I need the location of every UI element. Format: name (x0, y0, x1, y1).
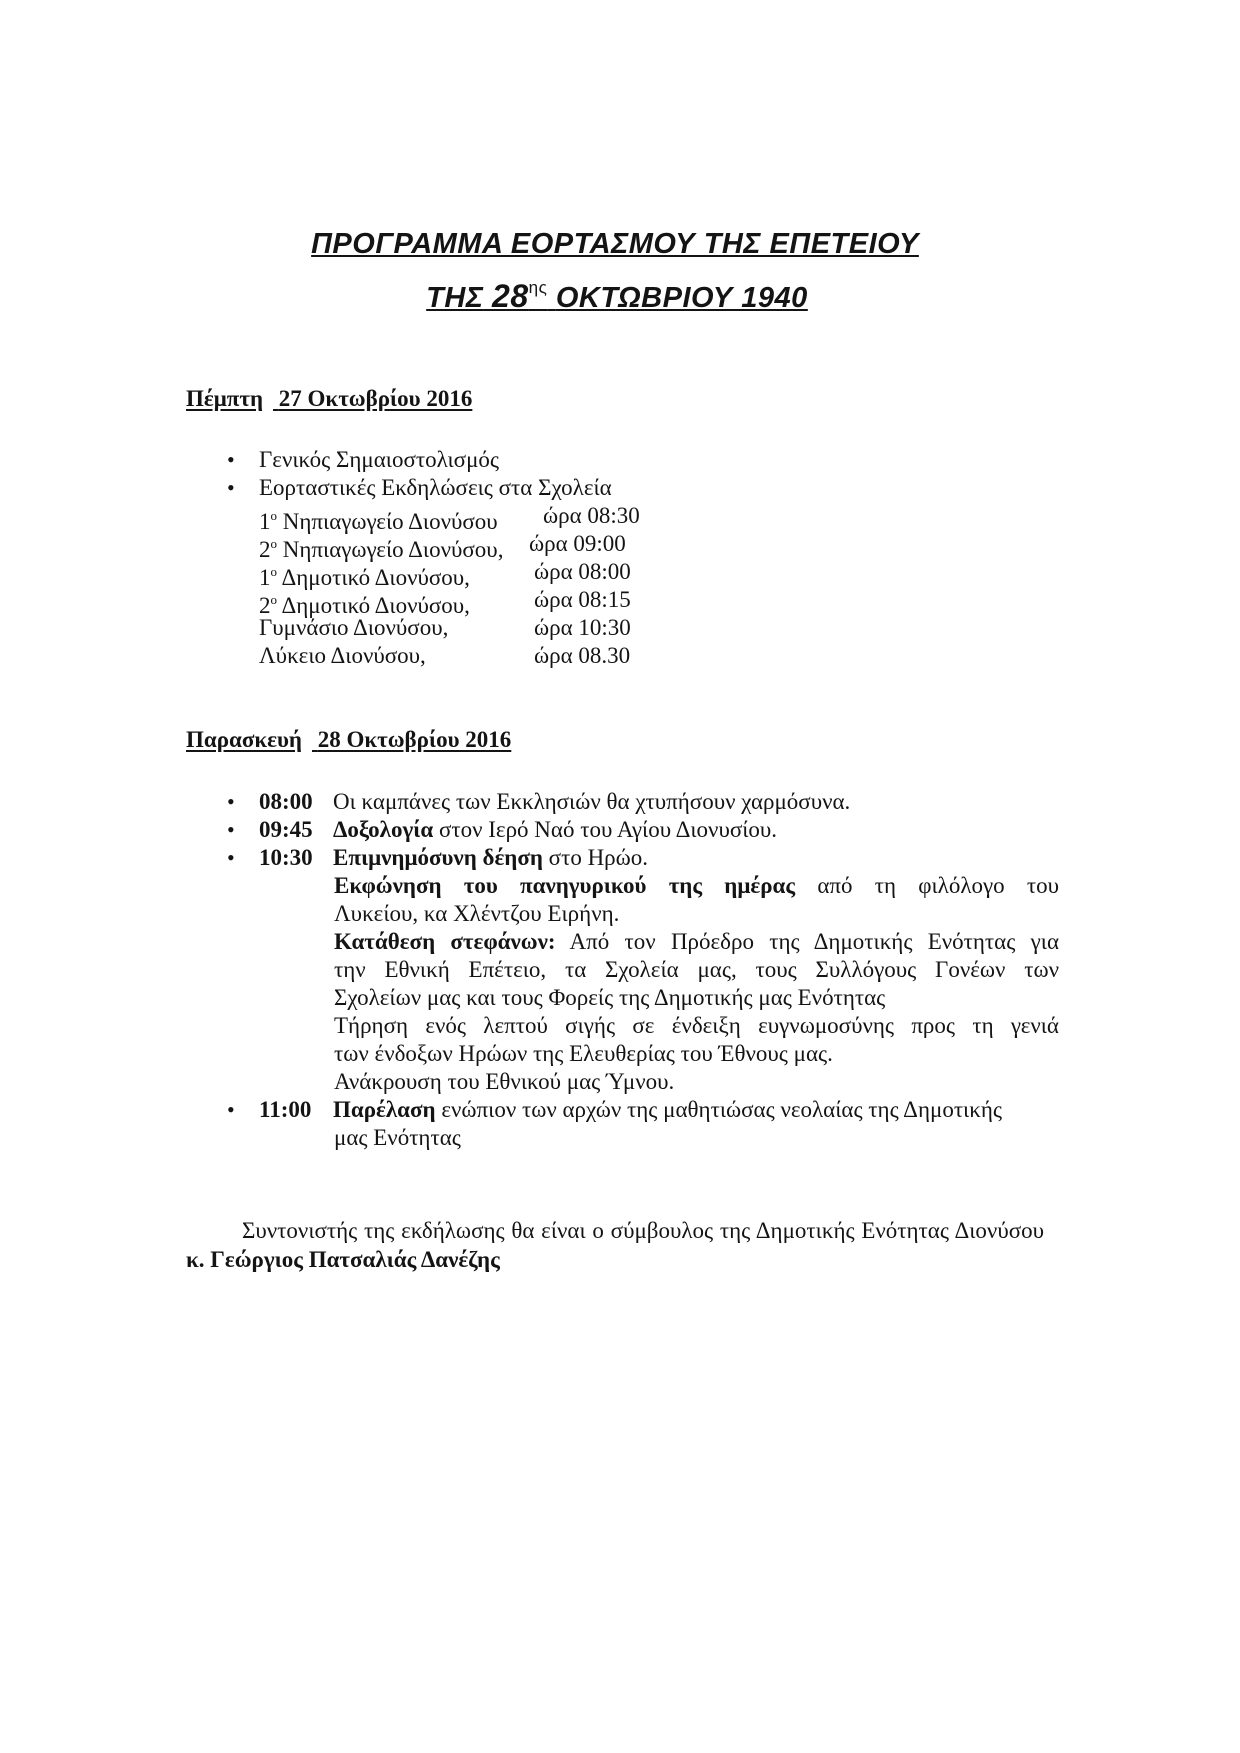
school-ordinal: ο (270, 508, 277, 523)
event-text: στο Ηρώο. (548, 845, 649, 870)
school-number: 2 (259, 537, 271, 562)
list-item (227, 446, 612, 474)
school-row (259, 642, 631, 670)
school-row (259, 586, 631, 618)
school-number: 1 (259, 565, 271, 590)
day1-item-flags: Γενικός Σημαιοστολισμός (259, 447, 500, 472)
bullet-icon: • (227, 447, 235, 472)
silence-line-1: Τήρηση ενός λεπτού σιγής σε ένδειξη ευγνωμοσύνης προς τη γενιά (334, 1013, 1059, 1038)
wreath-title: Κατάθεση στεφάνων: (334, 929, 556, 954)
day2-date: 28 Οκτωβρίου 2016 (317, 727, 512, 752)
school-number: 1 (259, 509, 271, 534)
event-time: 10:30 (259, 845, 313, 870)
wreath-line-3: Σχολείων μας και τους Φορείς της Δημοτικής μας Ενότητας (334, 985, 886, 1010)
school-name: Λύκειο Διονύσου, (259, 643, 426, 668)
event-title: Επιμνημόσυνη δέηση (333, 845, 543, 870)
wreath-text: Από τον Πρόεδρο της Δημοτικής Ενότητας για (569, 929, 1059, 954)
parade-line-2: μας Ενότητας (334, 1125, 461, 1150)
closing-text: Συντονιστής της εκδήλωσης θα είναι ο σύμβουλος της Δημοτικής Ενότητας Διονύσου (242, 1218, 1044, 1243)
school-ordinal: ο (270, 592, 277, 607)
school-ordinal: ο (270, 536, 277, 551)
title-line-2 (0, 266, 1240, 320)
speech-text: από τη φιλόλογο του (817, 873, 1059, 898)
school-name: Γυμνάσιο Διονύσου, (259, 615, 449, 640)
day2-weekday: Παρασκευή (186, 727, 302, 752)
document-title (0, 222, 1240, 320)
school-ordinal: ο (270, 564, 277, 579)
list-item (227, 788, 1059, 816)
coordinator-name: κ. Γεώργιος Πατσαλιάς Δανέζης (186, 1247, 500, 1272)
school-schedule (259, 502, 640, 670)
bullet-icon: • (227, 475, 235, 500)
bullet-icon: • (227, 789, 235, 814)
event-text: ενώπιον των αρχών της μαθητιώσας νεολαίας της Δημοτικής (441, 1097, 1002, 1122)
wreath-line-1 (334, 928, 1059, 956)
school-name: Δημοτικό Διονύσου, (281, 565, 470, 590)
school-time: ώρα 08:00 (534, 559, 631, 584)
school-time: ώρα 08.30 (534, 643, 631, 668)
list-item (227, 844, 1059, 1096)
day1-date: 27 Οκτωβρίου 2016 (278, 386, 473, 411)
event-time: 08:00 (259, 789, 313, 814)
day1-item-school-events: Εορταστικές Εκδηλώσεις στα Σχολεία (259, 475, 612, 500)
silence-line-2: των ένδοξων Ηρώων της Ελευθερίας του Έθνους μας. (334, 1041, 833, 1066)
speech-line-1 (334, 872, 1059, 900)
school-row (259, 502, 640, 534)
title-line-2-prefix: ΤΗΣ (426, 282, 484, 314)
day1-weekday: Πέμπτη (186, 386, 264, 411)
speech-title: Εκφώνηση του πανηγυρικού της ημέρας (334, 873, 796, 898)
closing-paragraph (186, 1216, 1044, 1274)
school-row (259, 558, 631, 590)
list-item (227, 474, 612, 502)
school-time: ώρα 08:15 (534, 587, 631, 612)
school-time: ώρα 08:30 (543, 503, 640, 528)
title-line-2-rest: ΟΚΤΩΒΡΙΟΥ 1940 (555, 282, 808, 314)
event-title: Παρέλαση (333, 1097, 436, 1122)
school-row (259, 530, 626, 562)
day1-list (227, 446, 640, 670)
school-name: Νηπιαγωγείο Διονύσου, (282, 537, 504, 562)
event-text: στον Ιερό Ναό του Αγίου Διονυσίου. (438, 817, 778, 842)
wreath-line-2: την Εθνική Επέτειο, τα Σχολεία μας, τους Συλλόγους Γονέων των (334, 957, 1059, 982)
title-ordinal-suffix: ης (528, 278, 548, 297)
school-time: ώρα 10:30 (534, 615, 631, 640)
school-row (259, 614, 631, 642)
school-name: Δημοτικό Διονύσου, (281, 593, 470, 618)
anthem-line: Ανάκρουση του Εθνικού μας Ύμνου. (334, 1069, 675, 1094)
title-line-1: ΠΡΟΓΡΑΜΜΑ ΕΟΡΤΑΣΜΟΥ ΤΗΣ ΕΠΕΤΕΙΟΥ (311, 228, 919, 260)
school-number: 2 (259, 593, 271, 618)
title-day-number: 28 (492, 278, 529, 314)
day2-list (227, 788, 1059, 1152)
event-text: Οι καμπάνες των Εκκλησιών θα χτυπήσουν χαρμόσυνα. (333, 789, 851, 814)
list-item (227, 1096, 1059, 1152)
list-item (227, 816, 1059, 844)
event-time: 09:45 (259, 817, 313, 842)
bullet-icon: • (227, 845, 235, 870)
day1-heading (186, 386, 472, 412)
event-title: Δοξολογία (333, 817, 434, 842)
bullet-icon: • (227, 817, 235, 842)
bullet-icon: • (227, 1097, 235, 1122)
school-time: ώρα 09:00 (529, 531, 626, 556)
event-time: 11:00 (259, 1097, 312, 1122)
speech-line-2: Λυκείου, κα Χλέντζου Ειρήνη. (334, 901, 620, 926)
school-name: Νηπιαγωγείο Διονύσου (282, 509, 498, 534)
day2-heading (186, 727, 511, 753)
